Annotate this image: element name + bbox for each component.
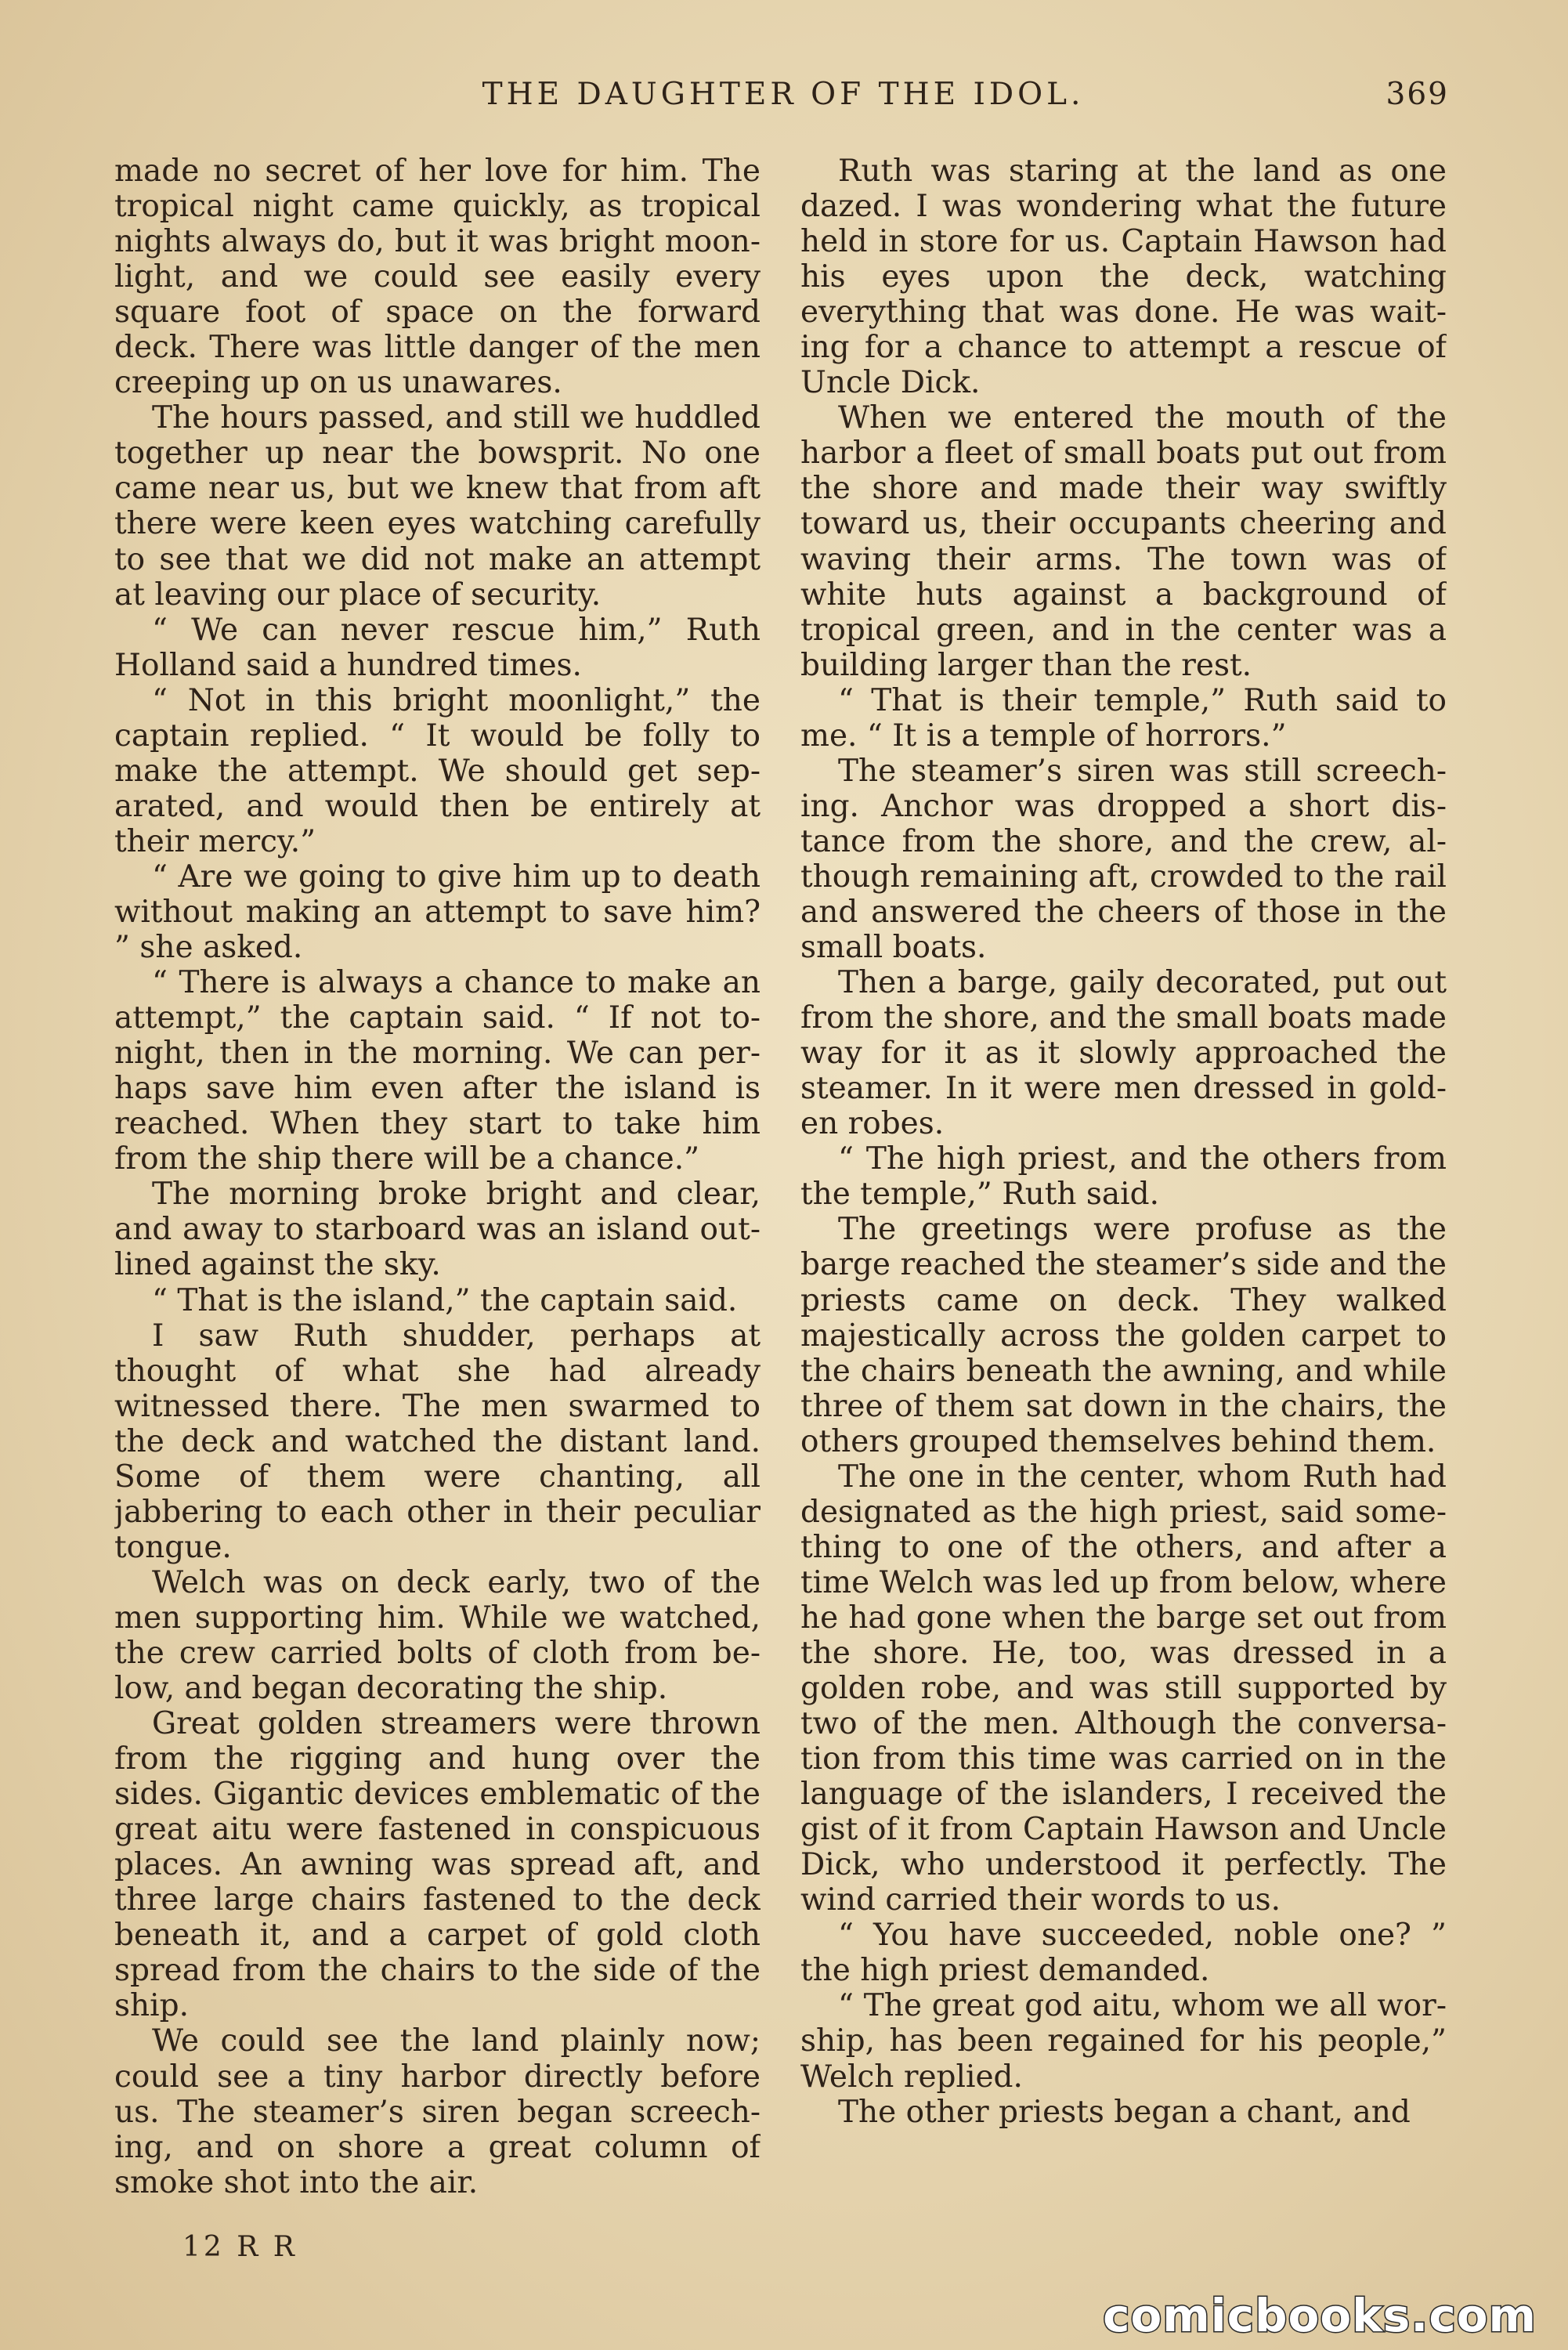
paragraph: The hours passed, and still we huddled together up near the bowsprit. No one came near us, but we knew that from aft there were keen eyes watching carefully to see that we did not make an attempt at leaving our place of security. [114, 400, 761, 613]
paragraph: “ There is always a chance to make an attempt,” the captain said. “ If not tonight, then in the morning. We can perhaps save him even after the island is reached. When they start to take him from the ship there will be a chance.” [114, 965, 761, 1177]
paragraph: We could see the land plainly now; could see a tiny harbor directly before us. The steamer’s siren began screeching, and on shore a great column of smoke shot into the air. [114, 2023, 761, 2200]
site-watermark: comicbooks.com [1103, 2289, 1537, 2342]
paragraph: Ruth was staring at the land as one dazed. I was wondering what the future held in store for us. Captain Hawson had his eyes upon the deck, watching everything that was done. He was waiting for a chance to attempt a rescue of Uncle Dick. [800, 154, 1447, 401]
paragraph: Then a barge, gaily decorated, put out from the shore, and the small boats made way for it as it slowly approached the steamer. In it were men dressed in golden robes. [800, 965, 1447, 1142]
paragraph: made no secret of her love for him. The tropical night came quickly, as tropical nights always do, but it was bright moonlight, and we could see easily every square foot of space on the forward deck. There was little danger of the men creeping up on us unawares. [114, 154, 761, 401]
paragraph: The greetings were profuse as the barge reached the steamer’s side and the priests came on deck. They walked majestically across the golden carpet to the chairs beneath the awning, and while three of them sat down in the chairs, the others grouped themselves behind them. [800, 1212, 1447, 1459]
paragraph: The steamer’s siren was still screeching. Anchor was dropped a short distance from the shore, and the crew, although remaining aft, crowded to the rail and answered the cheers of those in the small boats. [800, 753, 1447, 966]
running-title: THE DAUGHTER OF THE IDOL. [482, 77, 1085, 112]
paragraph: “ We can never rescue him,” Ruth Holland said a hundred times. [114, 612, 761, 683]
paragraph: “ You have succeeded, noble one? ” the high priest demanded. [800, 1918, 1447, 1989]
paragraph: “ Are we going to give him up to death without making an attempt to save him? ” she asked. [114, 859, 761, 966]
paragraph: “ That is their temple,” Ruth said to me. “ It is a temple of horrors.” [800, 682, 1447, 754]
paragraph: Welch was on deck early, two of the men supporting him. While we watched, the crew carried bolts of cloth from below, and began decorating the ship. [114, 1564, 761, 1707]
paragraph: Great golden streamers were thrown from the rigging and hung over the sides. Gigantic devices emblematic of the great aitu were fastened in conspicuous places. An awning was spread aft, and three large chairs fastened to the deck beneath it, and a carpet of gold cloth spread from the chairs to the side of the ship. [114, 1706, 761, 2024]
printer-signature-mark: 12 R R [182, 2231, 298, 2263]
right-column [800, 154, 1447, 2222]
paragraph: “ The high priest, and the others from the temple,” Ruth said. [800, 1141, 1447, 1213]
paragraph: The morning broke bright and clear, and away to starboard was an island outlined against the sky. [114, 1177, 761, 1283]
paragraph: When we entered the mouth of the harbor a fleet of small boats put out from the shore and made their way swiftly toward us, their occupants cheering and waving their arms. The town was of white huts against a background of tropical green, and in the center was a building larger than the rest. [800, 400, 1447, 683]
page-header [117, 77, 1449, 139]
paragraph: “ Not in this bright moonlight,” the captain replied. “ It would be folly to make the attempt. We should get separated, and would then be entirely at their mercy.” [114, 682, 761, 859]
paragraph: “ The great god aitu, whom we all worship, has been regained for his people,” Welch replied. [800, 1988, 1447, 2095]
left-column [114, 154, 761, 2222]
page-number: 369 [1386, 77, 1449, 112]
paragraph: The other priests began a chant, and [838, 2094, 1411, 2130]
paragraph: The one in the center, whom Ruth had designated as the high priest, said something to one of the others, and after a time Welch was led up from below, where he had gone when the barge set out from the shore. He, too, was dressed in a golden robe, and was still supported by two of the men. Although the conversation from this time was carried on in the language of the islanders, I received the gist of it from Captain Hawson and Uncle Dick, who understood it perfectly. The wind carried their words to us. [800, 1459, 1447, 1918]
paragraph: “ That is the island,” the captain said. [152, 1282, 738, 1318]
paragraph: I saw Ruth shudder, perhaps at thought of what she had already witnessed there. The men swarmed to the deck and watched the distant land. Some of them were chanting, all jabbering to each other in their peculiar tongue. [114, 1318, 761, 1565]
